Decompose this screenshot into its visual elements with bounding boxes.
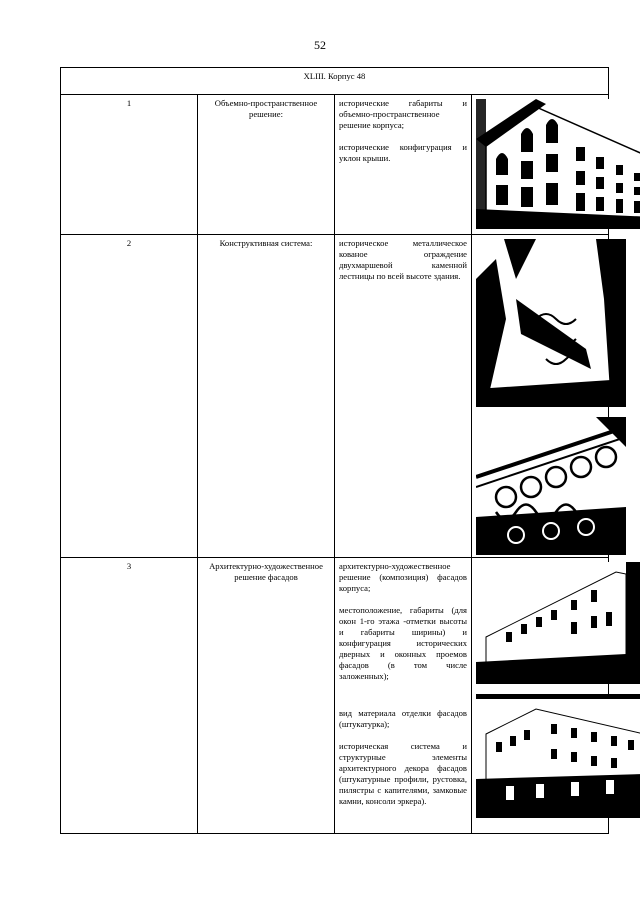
building-corner-photo <box>476 99 640 229</box>
description-item: местоположение, габариты (для окон 1-го этажа -отметки высоты и габариты ширины) и конфигурация исторических дверных и оконных проемов фасадов (в том числе заложенных); <box>339 605 467 681</box>
row-images <box>472 235 609 558</box>
row-images <box>472 558 609 834</box>
description-item: историческая система и структурные элементы архитектурного декора фасадов (штукатурные профили, рустовка, пилястры с капителями, замковые камни, консоли эркера). <box>339 741 467 806</box>
stair-railing-photo <box>476 239 626 407</box>
railing-detail-photo <box>476 417 626 555</box>
row-description <box>335 235 472 558</box>
table-row <box>61 558 609 834</box>
row-description <box>335 95 472 235</box>
page-number: 52 <box>314 38 326 52</box>
table-row <box>61 235 609 558</box>
row-description <box>335 558 472 834</box>
row-images <box>472 95 609 235</box>
description-item: архитектурно-художественное решение (композиция) фасадов корпуса; <box>339 561 467 593</box>
facade-photo-2 <box>476 694 640 818</box>
table-row <box>61 95 609 235</box>
description-item: исторические конфигурация и уклон крыши. <box>339 142 467 163</box>
description-item: историческое металлическое кованое ограждение двухмаршевой каменной лестницы по всей высоте здания. <box>339 238 467 281</box>
section-header-row <box>61 68 609 95</box>
row-number: 2 <box>61 235 198 558</box>
row-number: 3 <box>61 558 198 834</box>
heritage-table <box>60 67 609 834</box>
facade-photo-1 <box>476 562 640 684</box>
description-item: исторические габариты и объемно-пространственное решение корпуса; <box>339 98 467 130</box>
row-number: 1 <box>61 95 198 235</box>
description-item: вид материала отделки фасадов (штукатурка); <box>339 708 467 729</box>
row-name: Объемно-пространственное решение: <box>198 95 335 235</box>
row-name: Конструктивная система: <box>198 235 335 558</box>
row-name: Архитектурно-художественное решение фасадов <box>198 558 335 834</box>
section-title: XLIII. Корпус 48 <box>61 68 609 95</box>
